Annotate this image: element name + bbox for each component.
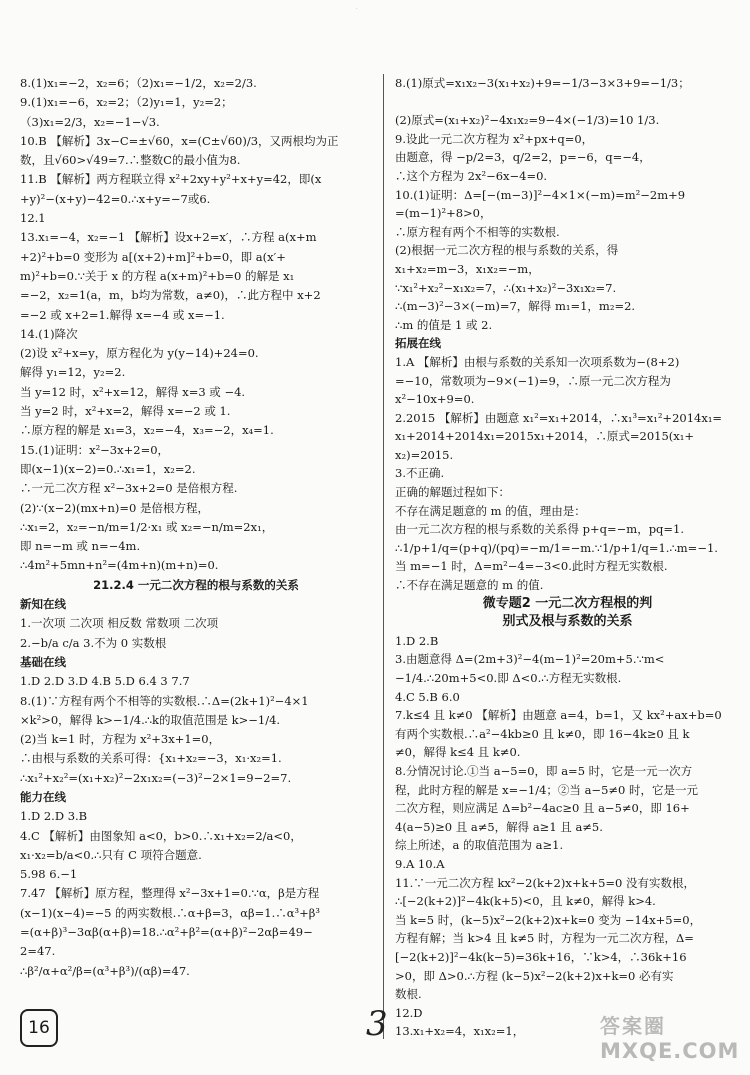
- text-line: −1/4.∴20m+5<0.即 Δ<0.∴方程无实数根.: [395, 671, 622, 685]
- text-line: [395, 93, 740, 112]
- text-line: ∴原方程有两个不相等的实数根.: [395, 224, 560, 239]
- text-line: 15.(1)证明：x²−3x+2=0，: [20, 442, 170, 457]
- text-line: ≠0，解得 k≤4 且 k≠0.: [395, 745, 521, 760]
- text-line: ∴一元二次方程 x²−3x+2=0 是倍根方程.: [20, 481, 238, 496]
- text-line: 1.D 2.B: [395, 633, 439, 648]
- text-line: 11.B 【解析】两方程联立得 x²+2xy+y²+x+y=42，即(x: [20, 172, 322, 187]
- text-line: ∴(m−3)²−3×(−m)=7，解得 m₁=1，m₂=2.: [395, 299, 636, 314]
- text-line: 4.C 5.B 6.0: [395, 689, 460, 704]
- text-line: 1.D 2.D 3.B: [20, 809, 88, 824]
- text-line: ∴这个方程为 2x²−6x−4=0.: [395, 168, 548, 183]
- text-line: x₁+x₂=m−3，x₁x₂=−m，: [395, 261, 540, 276]
- text-line: 4(a−5)≥0 且 a≠5，解得 a≥1 且 a≠5.: [395, 819, 603, 834]
- handwritten-mark: 3: [366, 1004, 388, 1044]
- text-line: 正确的解题过程如下：: [395, 485, 510, 500]
- text-line: [−2(k+2)]²−4k(k−5)=36k+16，∵k>4，∴36k+16: [395, 949, 687, 964]
- right-column: [395, 74, 740, 1041]
- text-line: (2)根据一元二次方程的根与系数的关系，得: [395, 243, 619, 258]
- text-line: x₁·x₂=b/a<0.∴只有 C 项符合题意.: [20, 847, 202, 862]
- text-line: 7.k≤4 且 k≠0 【解析】由题意 a=4，b=1，又 kx²+ax+b=0: [395, 708, 722, 723]
- special-topic-title: 别式及根与系数的关系: [502, 614, 633, 630]
- text-line: 4.C 【解析】由图象知 a<0，b>0.∴x₁+x₂=2/a<0，: [20, 828, 302, 843]
- text-line: 1.A 【解析】由根与系数的关系知一次项系数为−(8+2): [395, 354, 680, 369]
- text-line: 程，此时方程的解是 x=−1/4；②当 a−5≠0 时，它是一元: [395, 782, 698, 797]
- text-line: +y)²−(x+y)−42=0.∴x+y=−7或6.: [20, 191, 211, 206]
- text-line: （3)x₁=2/3，x₂=−1−√3.: [20, 114, 160, 129]
- column-divider: [383, 74, 384, 1039]
- text-line: 13.x₁=−4，x₂=−1 【解析】设x+2=x′，∴方程 a(x+m: [20, 230, 317, 245]
- section-heading: 拓展在线: [395, 336, 441, 351]
- text-line: 二次方程，则应满足 Δ=b²−4ac≥0 且 a−5≠0，即 16+: [395, 801, 690, 816]
- page-number: 16: [20, 1009, 58, 1047]
- text-line: 8.(1)原式=x₁x₂−3(x₁+x₂)+9=−1/3−3×3+9=−1/3；: [395, 76, 690, 90]
- text-line: 10.(1)证明：Δ=[−(m−3)]²−4×1×(−m)=m²−2m+9: [395, 187, 686, 202]
- text-line: 8.(1)∵方程有两个不相等的实数根.∴Δ=(2k+1)²−4×1: [20, 693, 309, 708]
- section-heading: 基础在线: [20, 654, 66, 669]
- text-line: 12.D: [395, 1005, 423, 1020]
- text-line: 9.A 10.A: [395, 856, 445, 871]
- watermark-logo: [600, 1010, 740, 1065]
- text-line: ∴由根与系数的关系可得：{x₁+x₂=−3，x₁·x₂=1.: [20, 751, 282, 766]
- text-line: 由一元二次方程的根与系数的关系得 p+q=−m，pq=1.: [395, 522, 685, 537]
- text-line: ∵x₁²+x₂²−x₁x₂=7，∴(x₁+x₂)²−3x₁x₂=7.: [395, 280, 617, 295]
- text-line: 14.(1)降次: [20, 326, 78, 341]
- text-line: 2.−b/a c/a 3.不为 0 实数根: [20, 635, 167, 650]
- text-line: 由题意，得 −p/2=3，q/2=2，p=−6，q=−4，: [395, 150, 651, 165]
- section-heading: 能力在线: [20, 789, 66, 804]
- text-line: 综上所述，a 的取值范围为 a≥1.: [395, 838, 564, 853]
- text-line: x₁+2014+2014x₁=2015x₁+2014，∴原式=2015(x₁+: [395, 429, 695, 444]
- text-line: >0，即 Δ>0.∴方程 (k−5)x²−2(k+2)x+k=0 必有实: [395, 968, 674, 983]
- text-line: ∴m 的值是 1 或 2.: [395, 317, 493, 332]
- text-line: 数，且√60>√49=7.∴整数C的最小值为8.: [20, 153, 241, 168]
- text-line: 12.1: [20, 211, 46, 226]
- text-line: 有两个实数根.∴a²−4kb≥0 且 k≠0，即 16−4k≥0 且 k: [395, 726, 690, 741]
- text-line: 7.47 【解析】原方程，整理得 x²−3x+1=0.∵α，β是方程: [20, 886, 320, 901]
- text-line: m)²+b=0.∵关于 x 的方程 a(x+m)²+b=0 的解是 x₁: [20, 268, 295, 283]
- text-line: 10.B 【解析】3x−C=±√60，x=(C±√60)/3，又两根均为正: [20, 133, 339, 148]
- text-line: =(m−1)²+8>0，: [395, 206, 492, 221]
- text-line: 即(x−1)(x−2)=0.∴x₁=1，x₂=2.: [20, 461, 196, 476]
- text-line: ∴不存在满足题意的 m 的值.: [395, 578, 544, 593]
- text-line: x₂)=2015.: [395, 447, 454, 462]
- text-line: 3.不正确.: [395, 466, 445, 481]
- text-line: (2)∵(x−2)(mx+n)=0 是倍根方程，: [20, 500, 210, 515]
- text-line: 解得 y₁=12，y₂=2.: [20, 365, 126, 380]
- section-title: 21.2.4 一元二次方程的根与系数的关系: [93, 577, 299, 592]
- text-line: (x−1)(x−4)=−5 的两实数根.∴α+β=3，αβ=1.∴α³+β³: [20, 905, 321, 920]
- text-line: (2)当 k=1 时，方程为 x²+3x+1=0，: [20, 732, 221, 747]
- text-line: 即 n=−m 或 n=−4m.: [20, 539, 141, 554]
- text-line: 1.D 2.D 3.D 4.B 5.D 6.4 3 7.7: [20, 674, 190, 689]
- special-topic-title: 微专题2 一元二次方程根的判: [482, 595, 653, 611]
- text-line: (2)原式=(x₁+x₂)²−4x₁x₂=9−4×(−1/3)=10 1/3.: [395, 113, 660, 128]
- text-line: 13.x₁+x₂=4，x₁x₂=1，: [395, 1024, 525, 1039]
- text-line: 8.分情况讨论.①当 a−5=0，即 a=5 时，它是一元一次方: [395, 763, 693, 778]
- left-column: [20, 74, 372, 981]
- watermark-text: 答案圈: [600, 1014, 666, 1038]
- text-line: 1.一次项 二次项 相反数 常数项 二次项: [20, 616, 219, 631]
- scan-mark: ·: [355, 4, 359, 15]
- text-line: ∴4m²+5mn+n²=(4m+n)(m+n)=0.: [20, 558, 219, 573]
- text-line: 9.设此一元二次方程为 x²+px+q=0，: [395, 131, 594, 146]
- text-line: 当 k=5 时，(k−5)x²−2(k+2)x+k=0 变为 −14x+5=0，: [395, 912, 702, 927]
- text-line: ×k²>0，解得 k>−1/4.∴k的取值范围是 k>−1/4.: [20, 712, 281, 727]
- section-heading: 新知在线: [20, 597, 66, 612]
- text-line: ∴1/p+1/q=(p+q)/(pq)=−m/1=−m.∵1/p+1/q=1.∴m=−1.: [395, 540, 718, 555]
- text-line: 5.98 6.−1: [20, 867, 78, 882]
- text-line: =−2，x₂=1(a，m，b均为常数，a≠0)，∴此方程中 x+2: [20, 288, 321, 303]
- text-line: ∴x₁²+x₂²=(x₁+x₂)²−2x₁x₂=(−3)²−2×1=9−2=7.: [20, 770, 292, 785]
- text-line: 11.∵一元二次方程 kx²−2(k+2)x+k+5=0 没有实数根，: [395, 875, 696, 890]
- text-line: 2=47.: [20, 944, 56, 959]
- text-line: (2)设 x²+x=y，原方程化为 y(y−14)+24=0.: [20, 346, 259, 361]
- text-line: ∴x₁=2，x₂=−n/m=1/2·x₁ 或 x₂=−n/m=2x₁，: [20, 519, 274, 534]
- text-line: +2)²+b=0 变形为 a[(x+2)+m]²+b=0，即 a(x′+: [20, 249, 286, 264]
- text-line: 2.2015 【解析】由题意 x₁²=x₁+2014，∴x₁³=x₁²+2014x₁=: [395, 410, 723, 425]
- text-line: 当 y=2 时，x²+x=2，解得 x=−2 或 1.: [20, 404, 231, 419]
- text-line: 方程有解；当 k>4 且 k≠5 时，方程为一元二次方程，Δ=: [395, 931, 694, 946]
- text-line: 数根.: [395, 987, 422, 1002]
- text-line: =−2 或 x+2=1.解得 x=−4 或 x=−1.: [20, 307, 225, 322]
- text-line: 不存在满足题意的 m 的值，理由是：: [395, 503, 586, 518]
- watermark-url: MXQE.COM: [600, 1039, 740, 1063]
- text-line: =−10，常数项为−9×(−1)=9，∴原一元二次方程为: [395, 373, 671, 388]
- text-line: ∴原方程的解是 x₁=3，x₂=−4，x₃=−2，x₄=1.: [20, 423, 274, 438]
- text-line: 当 m=−1 时，Δ=m²−4=−3<0.此时方程无实数根.: [395, 559, 668, 574]
- text-line: 8.(1)x₁=−2，x₂=6；（2)x₁=−1/2，x₂=2/3.: [20, 76, 257, 90]
- text-line: =(α+β)³−3αβ(α+β)=18.∴α²+β²=(α+β)²−2αβ=49−: [20, 925, 313, 940]
- text-line: x²−10x+9=0.: [395, 392, 475, 407]
- text-line: 9.(1)x₁=−6，x₂=2；（2)y₁=1，y₂=2；: [20, 95, 233, 110]
- text-line: 3.由题意得 Δ=(2m+3)²−4(m−1)²=20m+5.∵m<: [395, 652, 665, 667]
- text-line: 当 y=12 时，x²+x=12，解得 x=3 或 −4.: [20, 384, 246, 399]
- text-line: ∴β²/α+α²/β=(α³+β³)/(αβ)=47.: [20, 963, 190, 978]
- text-line: ∴[−2(k+2)]²−4k(k+5)<0，且 k≠0，解得 k>4.: [395, 894, 656, 909]
